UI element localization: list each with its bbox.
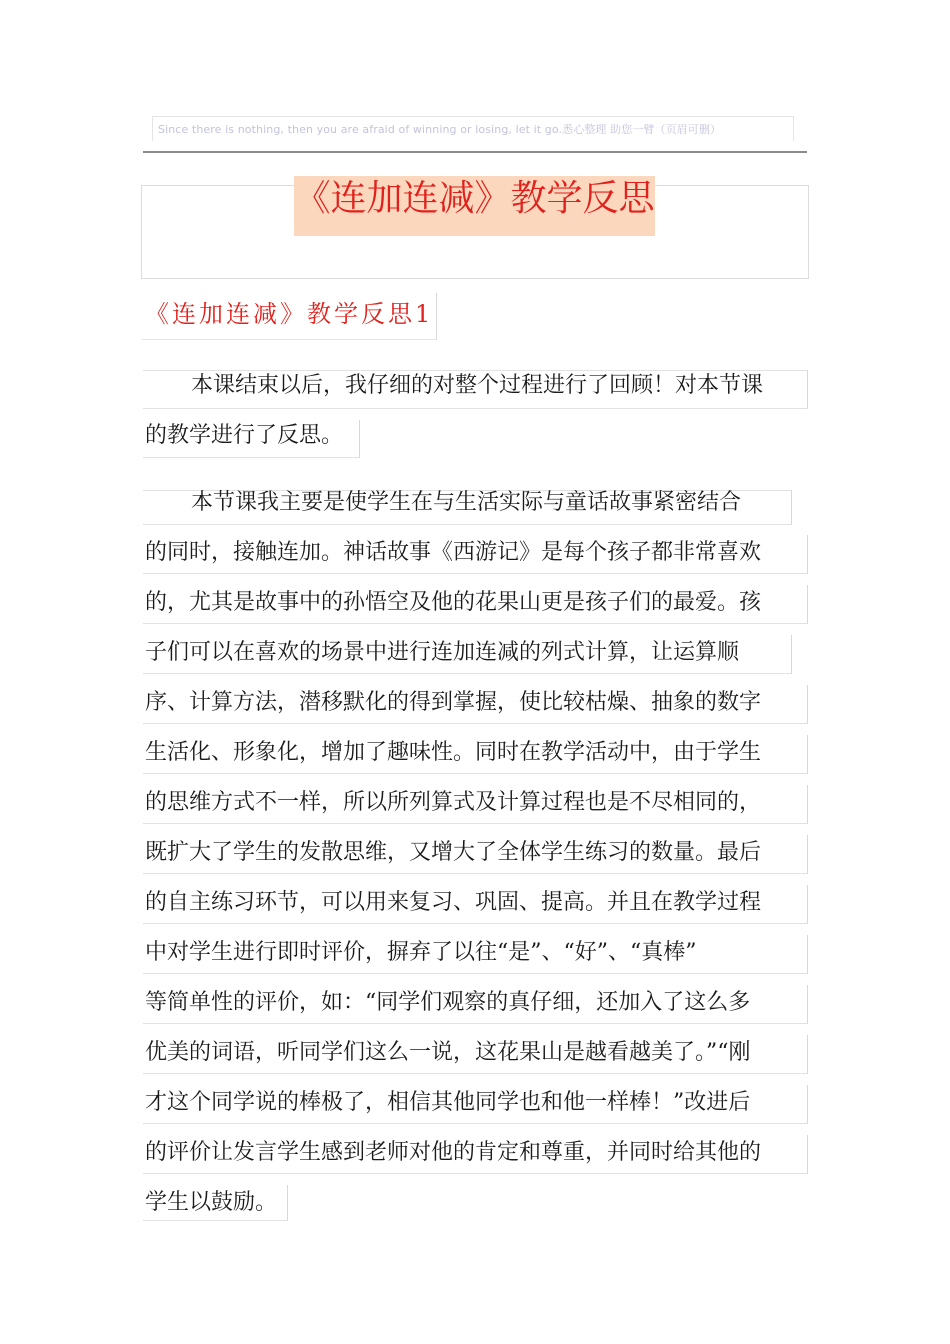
- paragraph-line: 才这个同学说的棒极了，相信其他同学也和他一样棒！”改进后: [145, 1090, 751, 1115]
- paragraph-line: 的同时，接触连加。神话故事《西游记》是每个孩子都非常喜欢: [145, 540, 762, 565]
- paragraph-line: 中对学生进行即时评价，摒弃了以往“是”、“好”、“真棒”: [145, 940, 697, 965]
- paragraph-line: 本节课我主要是使学生在与生活实际与童话故事紧密结合: [191, 490, 742, 515]
- paragraph-line: 本课结束以后，我仔细的对整个过程进行了回顾！对本节课: [191, 373, 764, 398]
- paragraph-line: 的自主练习环节，可以用来复习、巩固、提高。并且在教学过程: [145, 890, 762, 915]
- paragraph-line: 学生以鼓励。: [145, 1190, 278, 1215]
- paragraph-line: 生活化、形象化，增加了趣味性。同时在教学活动中，由于学生: [145, 740, 762, 765]
- paragraph-line: 的，尤其是故事中的孙悟空及他的花果山更是孩子们的最爱。孩: [145, 590, 762, 615]
- paragraph-line: 的思维方式不一样，所以所列算式及计算过程也是不尽相同的，: [145, 790, 762, 815]
- document-title: 《连加连减》教学反思: [294, 178, 655, 219]
- paragraph-line: 的教学进行了反思。: [145, 423, 344, 448]
- section-title: 《连加连减》教学反思1: [145, 300, 434, 328]
- paragraph-line: 子们可以在喜欢的场景中进行连加连减的列式计算，让运算顺: [145, 640, 740, 665]
- paragraph-line: 既扩大了学生的发散思维，又增大了全体学生练习的数量。最后: [145, 840, 762, 865]
- paragraph-line: 等简单性的评价，如：“同学们观察的真仔细，还加入了这么多: [145, 990, 751, 1015]
- paragraph-line: 优美的词语，听同学们这么一说，这花果山是越看越美了。”“刚: [145, 1040, 751, 1065]
- page-header-text: Since there is nothing, then you are afraid of winning or losing, let it go.悉心整理 助您一臂（页眉可删）: [158, 123, 722, 136]
- paragraph-line: 序、计算方法，潜移默化的得到掌握，使比较枯燥、抽象的数字: [145, 690, 762, 715]
- header-divider: [143, 151, 807, 153]
- paragraph-line: 的评价让发言学生感到老师对他的肯定和尊重，并同时给其他的: [145, 1140, 762, 1165]
